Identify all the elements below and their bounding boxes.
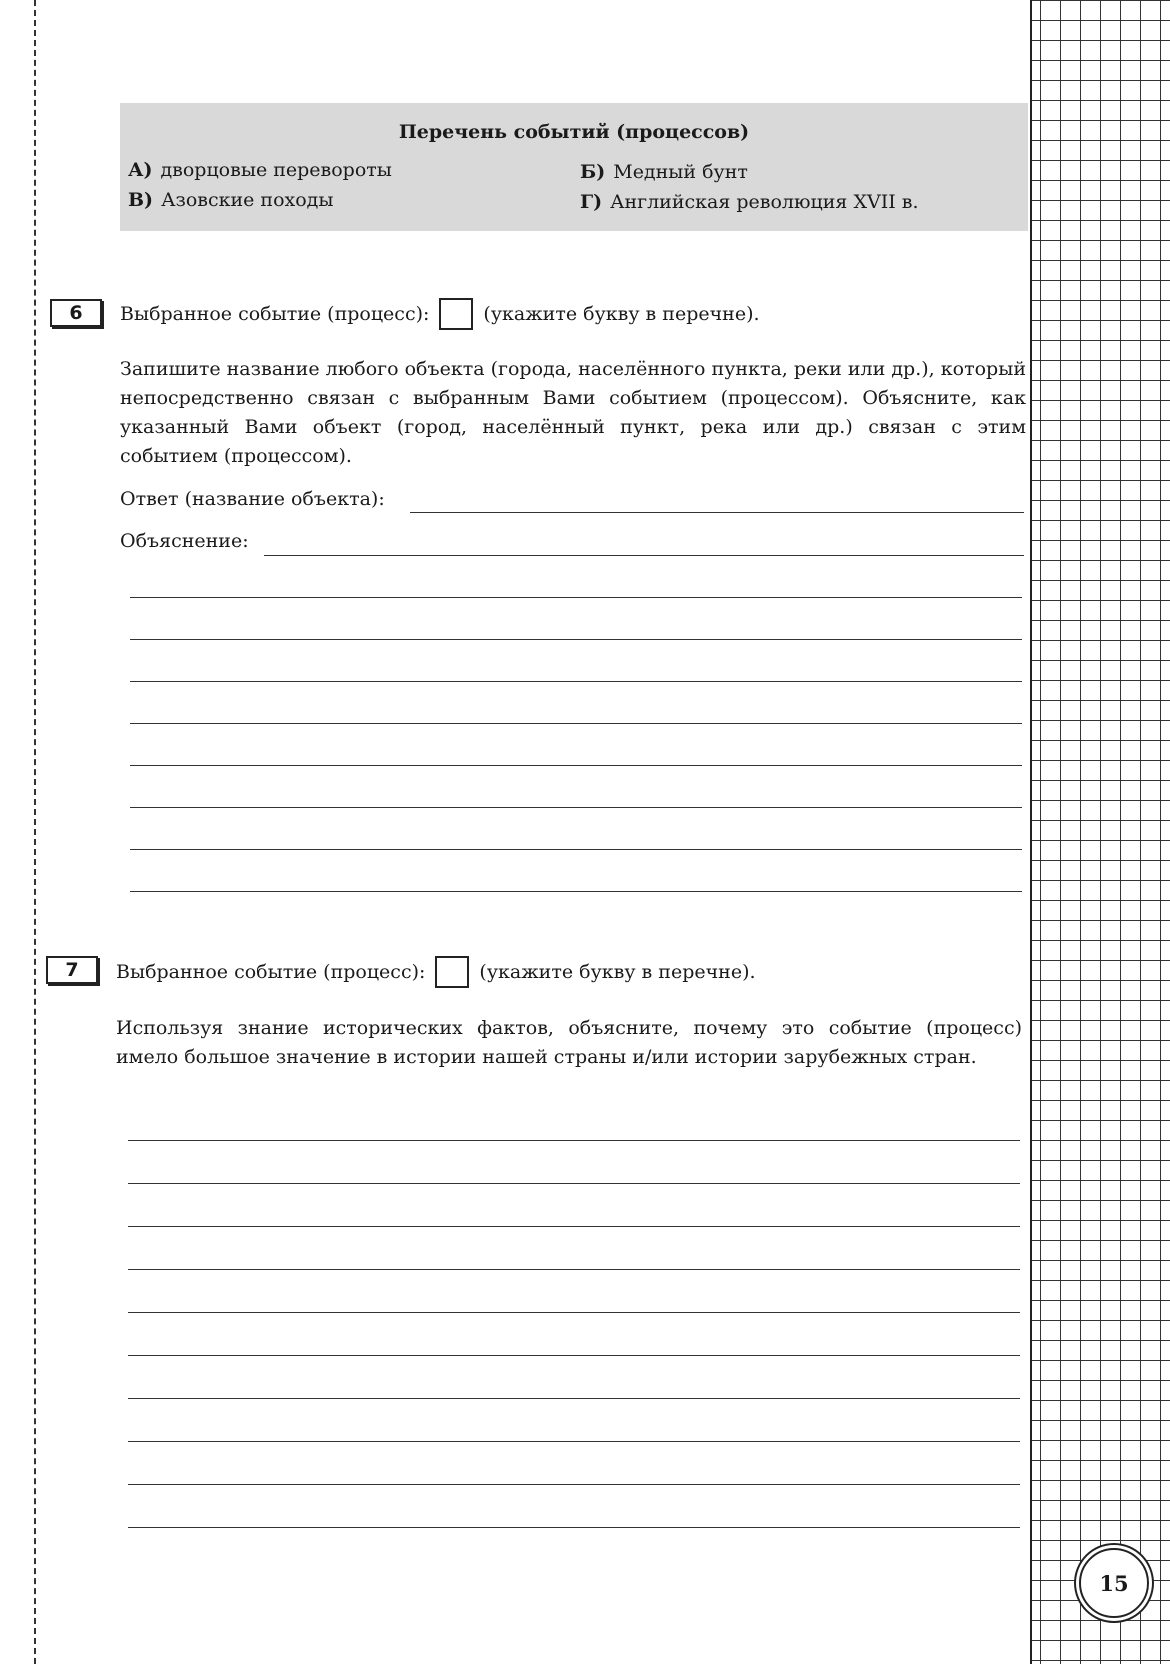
task-7-answer-line[interactable] <box>128 1398 1020 1399</box>
events-list-title: Перечень событий (процессов) <box>398 121 750 143</box>
task-6-answer-line[interactable] <box>130 807 1022 808</box>
grid-margin <box>1030 0 1170 1664</box>
event-item-g <box>580 191 918 213</box>
event-letter: Г) <box>580 191 603 213</box>
event-letter: А) <box>128 159 153 181</box>
task-6-letter-box[interactable] <box>439 298 473 330</box>
task-6-number: 6 <box>50 299 102 327</box>
task-7-answer-line[interactable] <box>128 1269 1020 1270</box>
task-6-answer-line[interactable] <box>130 681 1022 682</box>
event-text: Азовские походы <box>161 189 334 211</box>
task-7-answer-line[interactable] <box>128 1312 1020 1313</box>
event-text: Английская революция XVII в. <box>610 191 919 213</box>
task-6-chosen-row <box>120 298 760 330</box>
task-6-answer-line[interactable] <box>130 723 1022 724</box>
task-6-answer-line[interactable] <box>130 597 1022 598</box>
task-7-chosen-hint: (укажите букву в перечне). <box>479 961 756 983</box>
event-letter: Б) <box>580 161 606 183</box>
task-7-number: 7 <box>46 956 98 984</box>
task-6-explanation-line[interactable] <box>264 555 1024 556</box>
task-6-chosen-label: Выбранное событие (процесс): <box>120 303 430 325</box>
task-7-answer-line[interactable] <box>128 1484 1020 1485</box>
task-6-answer-line[interactable] <box>130 765 1022 766</box>
task-7-answer-line[interactable] <box>128 1226 1020 1227</box>
task-7-chosen-row <box>116 956 756 988</box>
task-7-answer-line[interactable] <box>128 1140 1020 1141</box>
task-7-letter-box[interactable] <box>435 956 469 988</box>
cut-line <box>34 0 36 1664</box>
task-7-answer-line[interactable] <box>128 1183 1020 1184</box>
event-letter: В) <box>128 189 154 211</box>
task-6-answer-line[interactable] <box>130 639 1022 640</box>
event-item-a <box>128 159 392 181</box>
event-text: Медный бунт <box>613 161 748 183</box>
task-7-answer-line[interactable] <box>128 1441 1020 1442</box>
task-6-answer-line[interactable] <box>130 849 1022 850</box>
task-7-answer-line[interactable] <box>128 1355 1020 1356</box>
events-list-box <box>120 103 1028 231</box>
task-6-answer-line[interactable] <box>410 512 1024 513</box>
event-item-v <box>128 189 334 211</box>
event-item-b <box>580 161 748 183</box>
task-6-chosen-hint: (укажите букву в перечне). <box>483 303 760 325</box>
page-number: 15 <box>1079 1548 1149 1618</box>
task-6-instruction: Запишите название любого объекта (города, населённого пункта, реки или др.), который непосредственно связан с выбранным Вами событием (процессом). Объясните, как указанный Вами объект (город, населённый пункт, река или др.) связан с этим событием (процессом). <box>120 358 1026 467</box>
task-6-explanation-label: Объяснение: <box>120 530 249 552</box>
task-7-chosen-label: Выбранное событие (процесс): <box>116 961 426 983</box>
event-text: дворцовые перевороты <box>160 159 392 181</box>
task-6-answer-label: Ответ (название объекта): <box>120 488 385 510</box>
task-6-answer-line[interactable] <box>130 891 1022 892</box>
task-7-answer-line[interactable] <box>128 1527 1020 1528</box>
task-7-instruction: Используя знание исторических фактов, объясните, почему это событие (процесс) имело большое значение в истории нашей страны и/или истории зарубежных стран. <box>116 1017 1022 1068</box>
